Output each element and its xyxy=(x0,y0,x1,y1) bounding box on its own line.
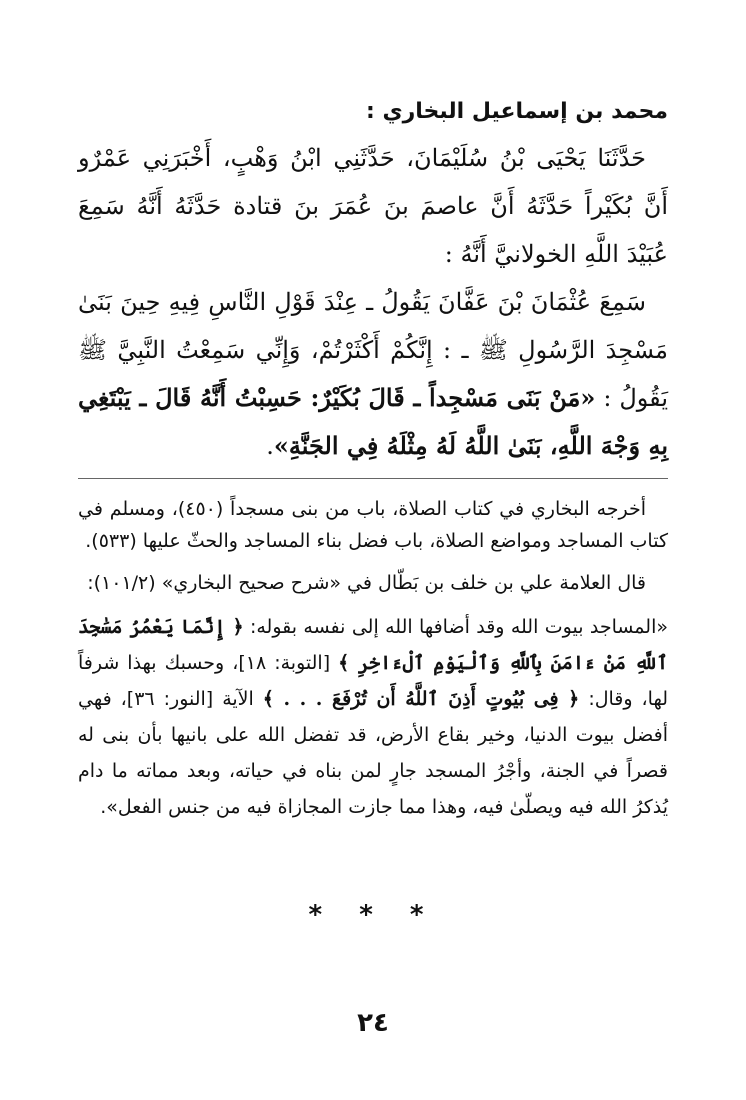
hadith-matn-paragraph xyxy=(78,278,668,470)
ayah-reference-1: [التوبة: ١٨] xyxy=(238,652,331,674)
hadith-end: . xyxy=(266,432,274,460)
prophetic-quote: «مَنْ بَنَى مَسْجِداً ـ قَالَ بُكَيْرٌ: حَسِبْتُ أَنَّهُ قَالَ ـ يَبْتَغِي بِهِ وَجْهَ اللَّهِ، بَنَىٰ اللَّهُ لَهُ مِثْلَهُ فِي الجَنَّةِ» xyxy=(78,383,668,460)
hadith-isnad: حَدَّثَنَا يَحْيَى بْنُ سُلَيْمَانَ، حَدَّثَنِي ابْنُ وَهْبٍ، أَخْبَرَنِي عَمْرٌو أَنَّ بُكَيْراً حَدَّثَهُ أَنَّ عاصمَ بنَ عُمَرَ بنَ قتادة حَدَّثَهُ أَنَّهُ سَمِعَ عُبَيْدَ اللَّهِ الخولانيَّ أَنَّهُ : xyxy=(78,144,668,268)
commentary-part-2: ، وحسبك بهذا شرفاً لها، وقال: xyxy=(78,652,669,710)
page-number: ٢٤ xyxy=(357,1008,389,1038)
quran-ayah-2: ﴿ فِى بُيُوتٍ أَذِنَ ٱللَّهُ أَن تُرْفَعَ . . . ﴾ xyxy=(262,688,580,710)
commentary-quote xyxy=(78,609,668,825)
section-separator: * * * xyxy=(308,900,438,930)
commentary-part-3: ، فهي أفضل بيوت الدنيا، وخير بقاع الأرض، قد تفضل الله على بانيها بأن بنى له قصراً في الجنة، وأجْرُ المسجد جارٍ لمن بناه في حياته، وبعد مماته ما دام يُذكرُ الله فيه ويصلّىٰ فيه، وهذا مما جازت المجازاة فيه من جنس الفعل». xyxy=(78,688,668,818)
commentary-intro xyxy=(78,567,668,599)
takhrij-text: أخرجه البخاري في كتاب الصلاة، باب من بنى مسجداً (٤٥٠)، ومسلم في كتاب المساجد ومواضع الصلاة، باب فضل بناء المساجد والحثّ عليها (٥٣٣). xyxy=(78,498,668,552)
quran-ayah-1: ﴿ إِنَّمَا يَعْمُرُ مَسَٰجِدَ ٱللَّهِ مَنْ ءَامَنَ بِٱللَّهِ وَٱلْيَوْمِ ٱلْءَاخِرِ ﴾ xyxy=(78,616,668,674)
hadith-matn: سَمِعَ عُثْمَانَ بْنَ عَفَّانَ يَقُولُ ـ عِنْدَ قَوْلِ النَّاسِ فِيهِ حِينَ بَنَىٰ مَسْجِدَ الرَّسُولِ ﷺ ـ : إِنَّكُمْ أَكْثَرْتُمْ، وَإِنِّي سَمِعْتُ النَّبِيَّ ﷺ يَقُولُ : xyxy=(78,288,668,412)
commentary-intro-text: قال العلامة علي بن خلف بن بَطّال في «شرح صحيح البخاري» (١٠١/٢): xyxy=(87,572,646,594)
section-divider xyxy=(78,478,668,479)
hadith-text xyxy=(78,134,668,278)
section-heading: محمد بن إسماعيل البخاري : xyxy=(366,99,668,124)
commentary-part-1: «المساجد بيوت الله وقد أضافها الله إلى نفسه بقوله: xyxy=(249,616,668,638)
page-content xyxy=(78,96,668,825)
takhrij-note xyxy=(78,493,668,557)
ayah-reference-2: الآية [النور: ٣٦] xyxy=(126,688,254,710)
